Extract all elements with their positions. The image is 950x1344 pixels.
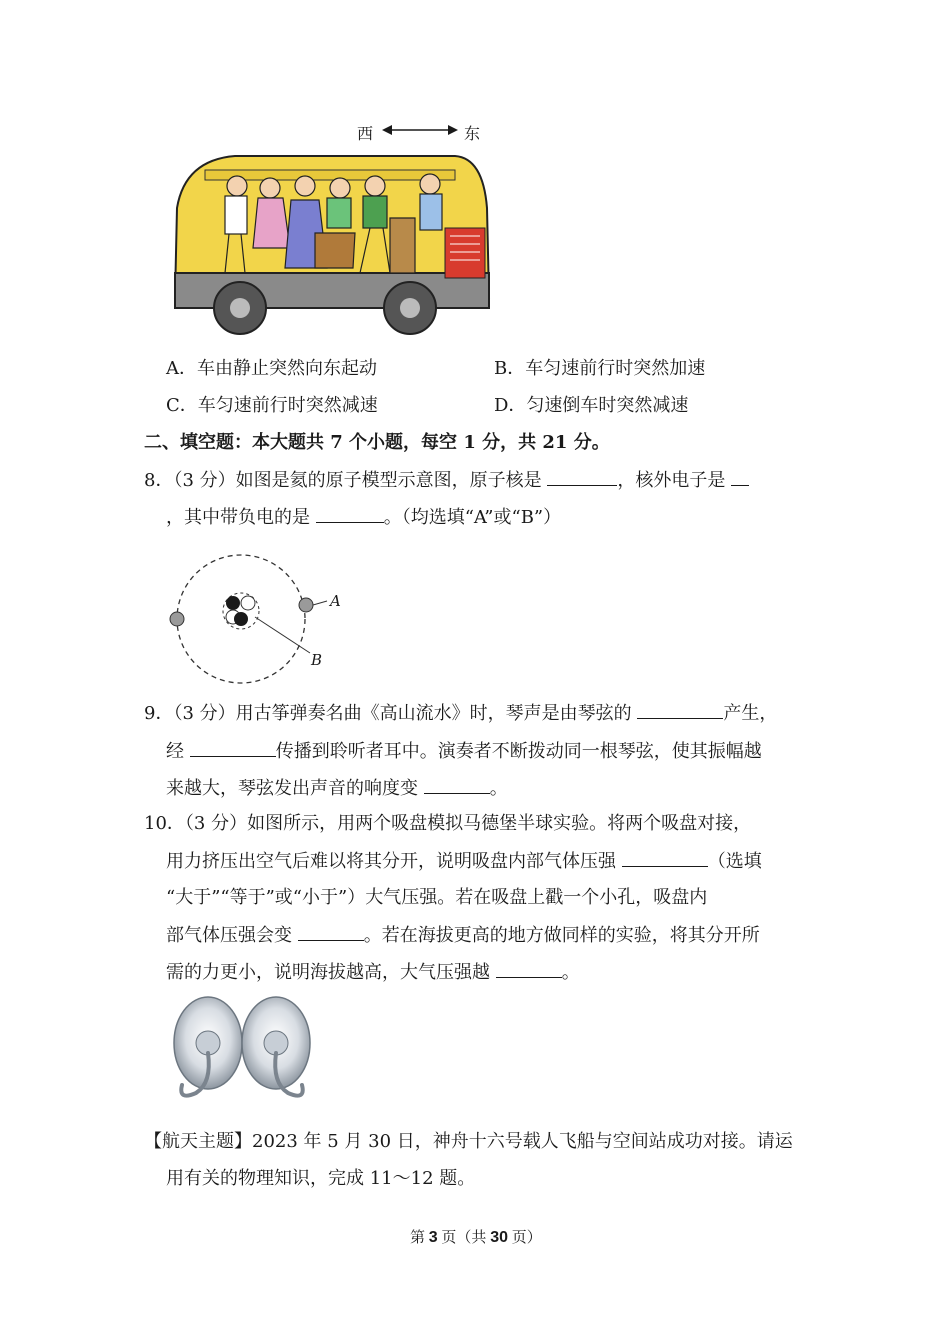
q10-blank-pressure[interactable] [622, 850, 708, 867]
footer-page-number: 3 [428, 1229, 438, 1246]
q9-line3 [166, 777, 508, 800]
footer-total-pages: 30 [490, 1229, 508, 1246]
q9-text-1: 9．（3 分）用古筝弹奏名曲《高山流水》时，琴声是由琴弦的 [144, 703, 638, 724]
q9-text-4: 传播到聆听者耳中。演奏者不断拨动同一根琴弦，使其振幅越 [275, 741, 762, 762]
q9-blank-source[interactable] [637, 702, 723, 719]
q10-line3: “大于”“等于”或“小于”）大气压强。若在吸盘上戳一个小孔，吸盘内 [166, 887, 708, 908]
space-theme-line2: 用有关的物理知识，完成 11～12 题。 [166, 1168, 476, 1189]
option-c: C．车匀速前行时突然减速 [166, 395, 378, 416]
q8-text-2: ，核外电子是 [617, 470, 732, 491]
direction-east-label: 东 [464, 124, 481, 143]
direction-west-label: 西 [357, 124, 374, 143]
q10-text-4a: 部气体压强会变 [166, 925, 298, 946]
atom-label-b: B [311, 651, 323, 669]
q10-line4 [166, 924, 760, 947]
q9-line2 [166, 740, 762, 763]
q10-text-4b: 。若在海拔更高的地方做同样的实验，将其分开所 [363, 925, 760, 946]
q8-line2 [166, 506, 561, 529]
q10-blank-altitude[interactable] [496, 961, 562, 978]
q10-text-5b: 。 [561, 962, 580, 983]
q8-text-3: ，其中带负电的是 [166, 507, 316, 528]
footer-prefix: 第 [410, 1230, 429, 1246]
suction-cup-right [242, 997, 310, 1096]
q8-text-4: 。（均选填“A”或“B”） [383, 507, 562, 528]
footer-middle: 页（共 [437, 1230, 491, 1246]
footer-suffix: 页） [507, 1230, 542, 1246]
q10-line1: 10．（3 分）如图所示，用两个吸盘模拟马德堡半球实验。将两个吸盘对接， [144, 813, 752, 834]
q10-blank-change[interactable] [298, 924, 364, 941]
suction-cup-left [174, 997, 242, 1096]
q9-text-2: 产生， [723, 703, 778, 724]
q10-line5 [166, 961, 580, 984]
space-theme-line1: 【航天主题】2023 年 5 月 30 日，神舟十六号载人飞船与空间站成功对接。请运 [144, 1131, 793, 1152]
q8-blank-nucleus[interactable] [547, 469, 617, 486]
q10-line2 [166, 850, 762, 873]
q8-line1 [144, 469, 749, 492]
q10-text-2a: 用力挤压出空气后难以将其分开，说明吸盘内部气体压强 [166, 851, 622, 872]
option-d: D．匀速倒车时突然减速 [494, 395, 689, 416]
q9-blank-medium[interactable] [190, 740, 276, 757]
q10-text-5a: 需的力更小，说明海拔越高，大气压强越 [166, 962, 496, 983]
q9-text-3: 经 [166, 741, 190, 762]
q10-text-2b: （选填 [707, 851, 762, 872]
direction-arrow-icon [380, 120, 460, 140]
q8-blank-negative[interactable] [316, 506, 384, 523]
option-a: A．车由静止突然向东起动 [166, 358, 377, 379]
q8-blank-electron[interactable] [731, 469, 749, 486]
q8-text-1: 8．（3 分）如图是氦的原子模型示意图，原子核是 [144, 470, 548, 491]
atom-model-figure [165, 535, 355, 685]
option-b: B．车匀速前行时突然加速 [494, 358, 706, 379]
atom-label-a: A [330, 592, 341, 610]
bus-illustration [165, 148, 495, 343]
page-footer [410, 1226, 542, 1247]
q9-line1 [144, 702, 777, 725]
section-heading: 二、填空题：本大题共 7 个小题，每空 1 分，共 21 分。 [144, 432, 610, 453]
suction-cups-figure [168, 995, 318, 1115]
q9-text-6: 。 [489, 778, 508, 799]
q9-blank-loudness[interactable] [424, 777, 490, 794]
q9-text-5: 来越大，琴弦发出声音的响度变 [166, 778, 424, 799]
